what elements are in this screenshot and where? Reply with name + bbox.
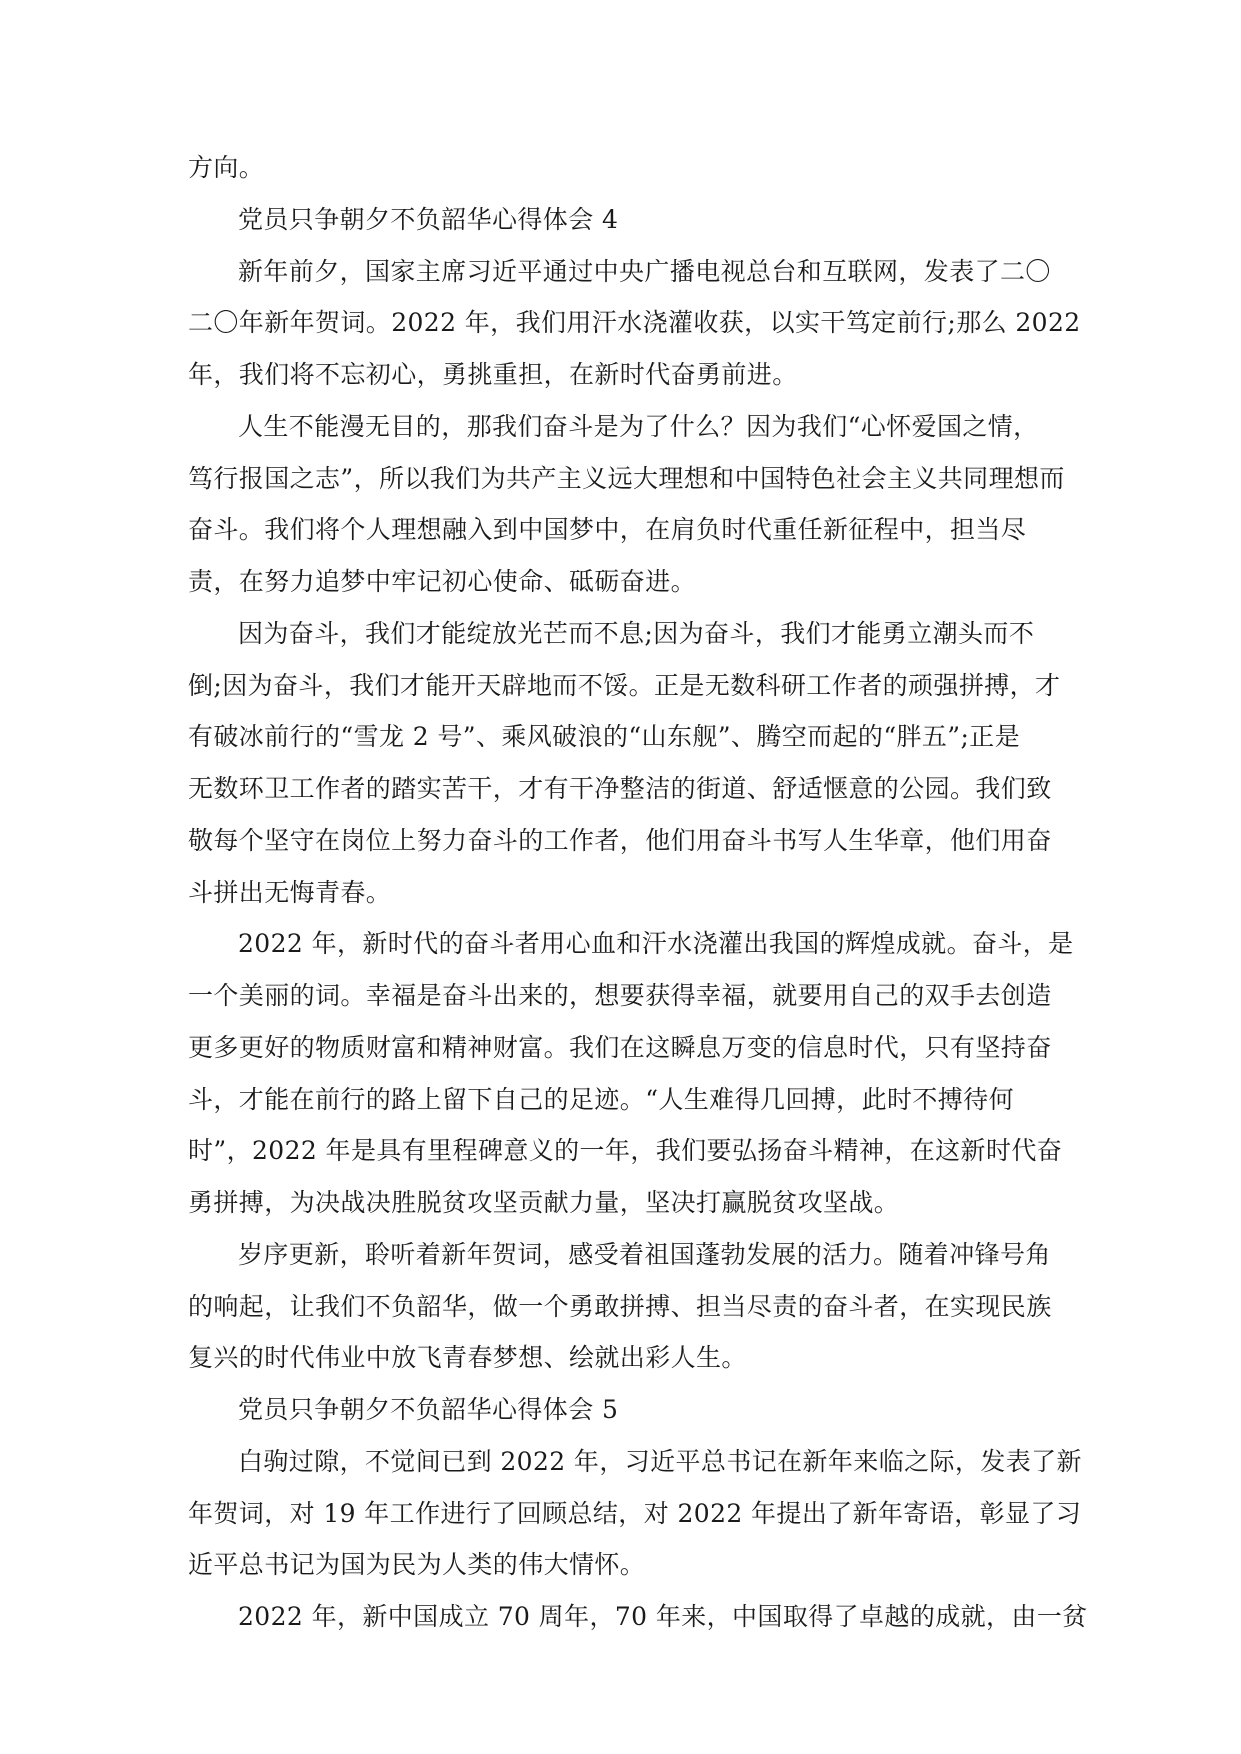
text-line: 无数环卫工作者的踏实苦干，才有干净整洁的街道、舒适惬意的公园。我们致: [188, 774, 1052, 803]
text-line: 责，在努力追梦中牢记初心使命、砥砺奋进。: [188, 567, 697, 596]
text-line: 斗，才能在前行的路上留下自己的足迹。“人生难得几回搏，此时不搏待何: [188, 1085, 1014, 1114]
text-line: 2022 年，新中国成立 70 周年，70 年来，中国取得了卓越的成就，由一贫: [238, 1602, 1088, 1631]
text-line: 因为奋斗，我们才能绽放光芒而不息;因为奋斗，我们才能勇立潮头而不: [238, 619, 1035, 648]
text-line: 白驹过隙，不觉间已到 2022 年，习近平总书记在新年来临之际，发表了新: [238, 1447, 1082, 1476]
text-line: 奋斗。我们将个人理想融入到中国梦中，在肩负时代重任新征程中，担当尽: [188, 515, 1027, 544]
text-line: 年，我们将不忘初心，勇挑重担，在新时代奋勇前进。: [188, 360, 798, 389]
text-line: 的响起，让我们不负韶华，做一个勇敢拼搏、担当尽责的奋斗者，在实现民族: [188, 1292, 1052, 1321]
text-line: 斗拼出无悔青春。: [188, 878, 392, 907]
text-line: 一个美丽的词。幸福是奋斗出来的，想要获得幸福，就要用自己的双手去创造: [188, 981, 1052, 1010]
text-line: 倒;因为奋斗，我们才能开天辟地而不馁。正是无数科研工作者的顽强拼搏，才: [188, 671, 1061, 700]
section-heading: 党员只争朝夕不负韶华心得体会 4: [238, 205, 619, 234]
text-line: 近平总书记为国为民为人类的伟大情怀。: [188, 1550, 646, 1579]
text-line: 年贺词，对 19 年工作进行了回顾总结，对 2022 年提出了新年寄语，彰显了习: [188, 1499, 1082, 1528]
text-line: 笃行报国之志”，所以我们为共产主义远大理想和中国特色社会主义共同理想而: [188, 464, 1065, 493]
text-line: 岁序更新，聆听着新年贺词，感受着祖国蓬勃发展的活力。随着冲锋号角: [238, 1240, 1051, 1269]
text-line: 方向。: [188, 153, 265, 182]
text-line: 新年前夕，国家主席习近平通过中央广播电视总台和互联网，发表了二〇: [238, 257, 1051, 286]
text-line: 复兴的时代伟业中放飞青春梦想、绘就出彩人生。: [188, 1343, 747, 1372]
text-line: 二〇年新年贺词。2022 年，我们用汗水浇灌收获，以实干笃定前行;那么 2022: [188, 308, 1081, 337]
section-heading: 党员只争朝夕不负韶华心得体会 5: [238, 1395, 619, 1424]
text-line: 更多更好的物质财富和精神财富。我们在这瞬息万变的信息时代，只有坚持奋: [188, 1033, 1052, 1062]
text-line: 勇拼搏，为决战决胜脱贫攻坚贡献力量，坚决打赢脱贫攻坚战。: [188, 1188, 900, 1217]
text-line: 敬每个坚守在岗位上努力奋斗的工作者，他们用奋斗书写人生华章，他们用奋: [188, 826, 1052, 855]
text-line: 有破冰前行的“雪龙 2 号”、乘风破浪的“山东舰”、腾空而起的“胖五”;正是: [188, 722, 1021, 751]
text-line: 人生不能漫无目的，那我们奋斗是为了什么？因为我们“心怀爱国之情，: [238, 412, 1039, 441]
text-line: 时”，2022 年是具有里程碑意义的一年，我们要弘扬奋斗精神，在这新时代奋: [188, 1136, 1063, 1165]
text-line: 2022 年，新时代的奋斗者用心血和汗水浇灌出我国的辉煌成就。奋斗，是: [238, 929, 1074, 958]
